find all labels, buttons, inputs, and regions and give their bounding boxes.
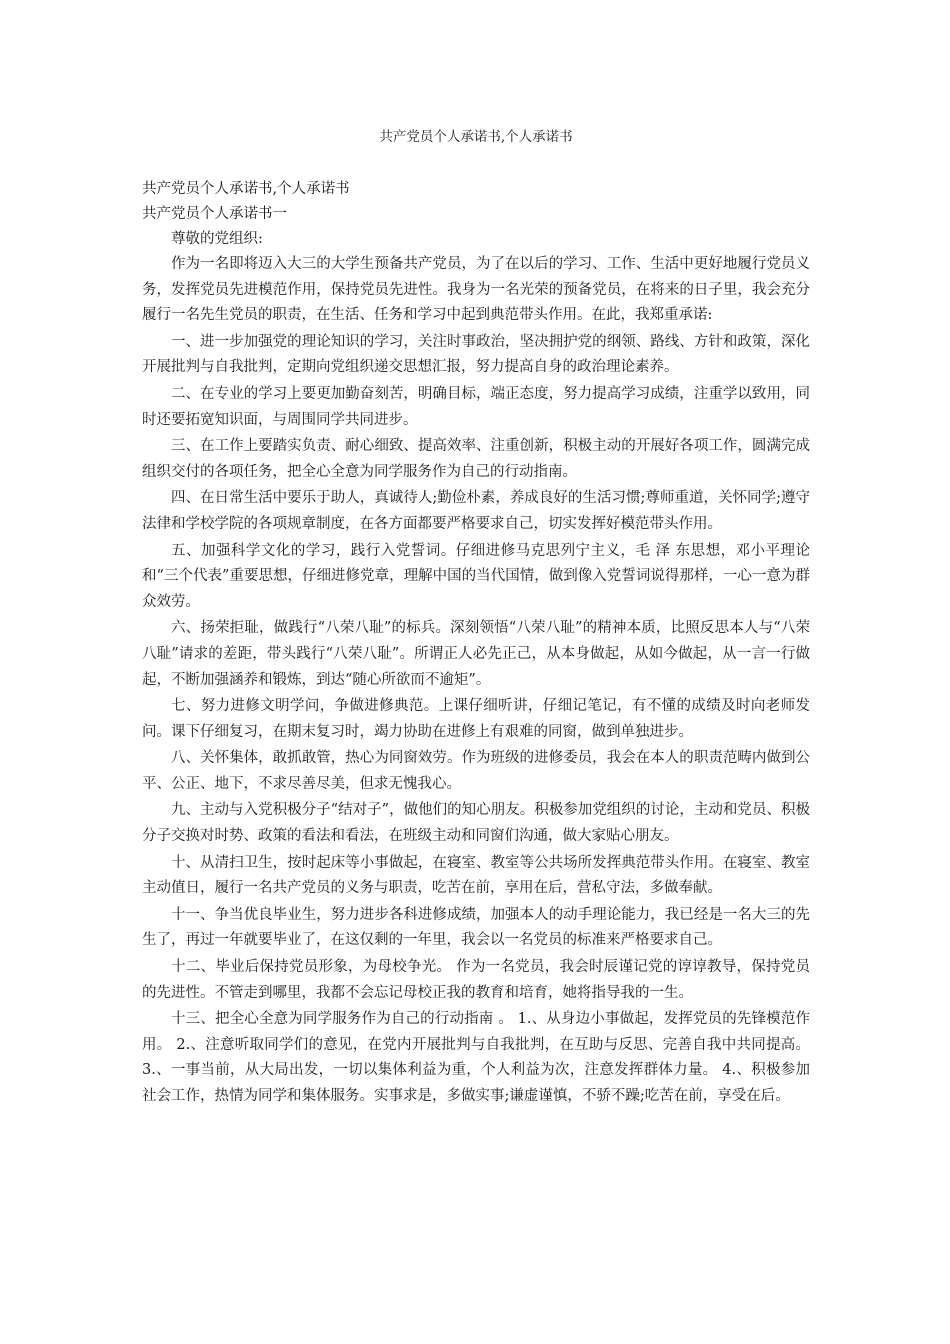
document-subheading: 共产党员个人承诺书一	[142, 206, 287, 222]
document-heading: 共产党员个人承诺书,个人承诺书	[142, 181, 350, 197]
paragraph-9: 九、主动与入党积极分子“结对子”，做他们的知心朋友。积极参加党组织的讨论，主动和党员、积极分子交换对时势、政策的看法和看法，在班级主动和同窗们沟通，做大家贴心朋友。	[142, 802, 810, 845]
paragraph-3: 三、在工作上要踏实负责、耐心细致、提高效率、注重创新，积极主动的开展好各项工作，圆满完成组织交付的各项任务，把全心全意为同学服务作为自己的行动指南。	[142, 438, 810, 480]
paragraph-10: 十、从清扫卫生，按时起床等小事做起，在寝室、教室等公共场所发挥典范带头作用。在寝室、教室主动值日，履行一名共产党员的义务与职责，吃苦在前，享用在后，营私守法，多做奉献。	[142, 854, 810, 897]
document-title: 共产党员个人承诺书,个人承诺书	[379, 129, 573, 145]
paragraph-12: 十二、毕业后保持党员形象，为母校争光。 作为一名党员，我会时辰谨记党的谆谆教导，保持党员的先进性。不管走到哪里，我都不会忘记母校正我的教育和培育，她将指导我的一生。	[142, 959, 810, 1001]
greeting: 尊敬的党组织:	[171, 231, 263, 247]
paragraph-5: 五、加强科学文化的学习，践行入党誓词。仔细进修马克思列宁主义，毛 泽 东思想，邓小平理论和“三个代表”重要思想，仔细进修党章，理解中国的当代国情，做到像入党誓词说得那样，一心一意为群众效劳。	[142, 542, 810, 610]
paragraph-2: 二、在专业的学习上要更加勤奋刻苦，明确目标，端正态度，努力提高学习成绩，注重学以致用，同时还要拓宽知识面，与周围同学共同进步。	[142, 385, 810, 428]
document-body	[142, 227, 810, 1111]
paragraph-8: 八、关怀集体，敢抓敢管，热心为同窗效劳。作为班级的进修委员，我会在本人的职责范畴内做到公平、公正、地下，不求尽善尽美，但求无愧我心。	[142, 750, 810, 792]
paragraph-7: 七、努力进修文明学问，争做进修典范。上课仔细听讲，仔细记笔记，有不懂的成绩及时向老师发问。课下仔细复习，在期末复习时，竭力协助在进修上有艰难的同窗，做到单独进步。	[142, 698, 810, 740]
paragraph-6: 六、扬荣拒耻，做践行“八荣八耻”的标兵。深刻领悟“八荣八耻”的精神本质，比照反思本人与“八荣八耻”请求的差距，带头践行“八荣八耻”。所谓正人必先正己，从本身做起，从如今做起，从一言一行做起，不断加强涵养和锻炼，到达“随心所欲而不逾矩”。	[142, 620, 810, 688]
paragraph-1: 一、进一步加强党的理论知识的学习，关注时事政治，坚决拥护党的纲领、路线、方针和政策，深化开展批判与自我批判，定期向党组织递交思想汇报，努力提高自身的政治理论素养。	[142, 333, 810, 376]
document-heading-block	[142, 177, 810, 227]
paragraph-4: 四、在日常生活中要乐于助人，真诚待人;勤俭朴素，养成良好的生活习惯;尊师重道，关怀同学;遵守法律和学校学院的各项规章制度，在各方面都要严格要求自己，切实发挥好模范带头作用。	[142, 490, 810, 532]
paragraph-11: 十一、争当优良毕业生，努力进步各科进修成绩，加强本人的动手理论能力，我已经是一名大三的先生了，再过一年就要毕业了，在这仅剩的一年里，我会以一名党员的标准来严格要求自己。	[142, 906, 810, 949]
paragraph-intro: 作为一名即将迈入大三的大学生预备共产党员，为了在以后的学习、工作、生活中更好地履行党员义务，发挥党员先进模范作用，保持党员先进性。我身为一名光荣的预备党员，在将来的日子里，我会充分履行一名先生党员的职责，在生活、任务和学习中起到典范带头作用。在此，我郑重承诺:	[142, 256, 810, 324]
paragraph-13: 十三、把全心全意为同学服务作为自己的行动指南 。 1.、从身边小事做起，发挥党员的先锋模范作用。 2.、注意听取同学们的意见，在党内开展批判与自我批判，在互助与反思、完善自我中共同提高。 3.、一事当前，从大局出发，一切以集体利益为重，个人利益为次，注意发挥群体力量。 4.、积极参加社会工作，热情为同学和集体服务。实事求是，多做实事;谦虚谨慎，不骄不躁;吃苦在前，享受在后。	[142, 1011, 810, 1104]
